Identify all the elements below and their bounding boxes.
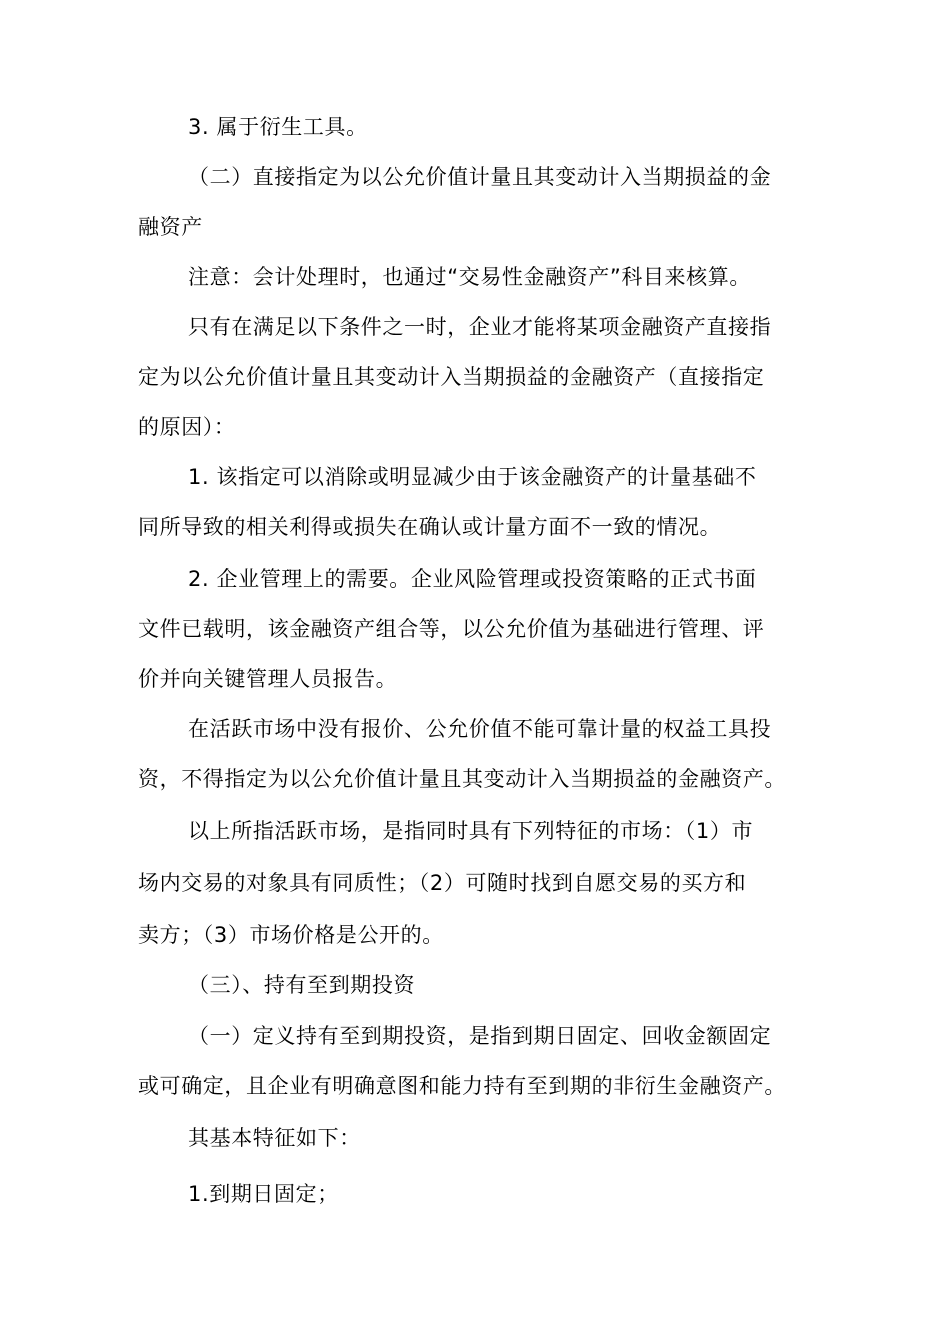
text-line: 1. 该指定可以消除或明显减少由于该金融资产的计量基础不 <box>188 465 757 489</box>
text-line: 1.到期日固定； <box>188 1182 339 1206</box>
text-line: 定为以公允价值计量且其变动计入当期损益的金融资产（直接指定 <box>138 365 765 389</box>
text-line: 文件已载明，该金融资产组合等，以公允价值为基础进行管理、评 <box>138 617 765 641</box>
text-line: 的原因）： <box>138 415 236 439</box>
text-line: 以上所指活跃市场，是指同时具有下列特征的市场：（1）市 <box>188 819 754 843</box>
text-line: 其基本特征如下： <box>188 1126 361 1150</box>
text-line: （三）、持有至到期投资 <box>188 973 416 997</box>
text-line: （一）定义持有至到期投资，是指到期日固定、回收金额固定 <box>188 1024 772 1048</box>
text-line: 价并向关键管理人员报告。 <box>138 667 398 691</box>
text-line: 或可确定，且企业有明确意图和能力持有至到期的非衍生金融资产。 <box>138 1074 786 1098</box>
text-line: 卖方；（3）市场价格是公开的。 <box>138 923 444 947</box>
text-line: 资，不得指定为以公允价值计量且其变动计入当期损益的金融资产。 <box>138 767 786 791</box>
text-line: （二）直接指定为以公允价值计量且其变动计入当期损益的金 <box>188 165 772 189</box>
text-line: 场内交易的对象具有同质性；（2）可随时找到自愿交易的买方和 <box>138 871 747 895</box>
text-line: 在活跃市场中没有报价、公允价值不能可靠计量的权益工具投 <box>188 717 772 741</box>
text-line: 只有在满足以下条件之一时，企业才能将某项金融资产直接指 <box>188 315 772 339</box>
text-line: 注意：会计处理时，也通过“交易性金融资产”科目来核算。 <box>188 265 751 289</box>
text-line: 融资产 <box>138 215 203 239</box>
text-line: 同所导致的相关利得或损失在确认或计量方面不一致的情况。 <box>138 515 722 539</box>
text-line: 2. 企业管理上的需要。企业风险管理或投资策略的正式书面 <box>188 567 757 591</box>
text-line: 3. 属于衍生工具。 <box>188 115 368 139</box>
